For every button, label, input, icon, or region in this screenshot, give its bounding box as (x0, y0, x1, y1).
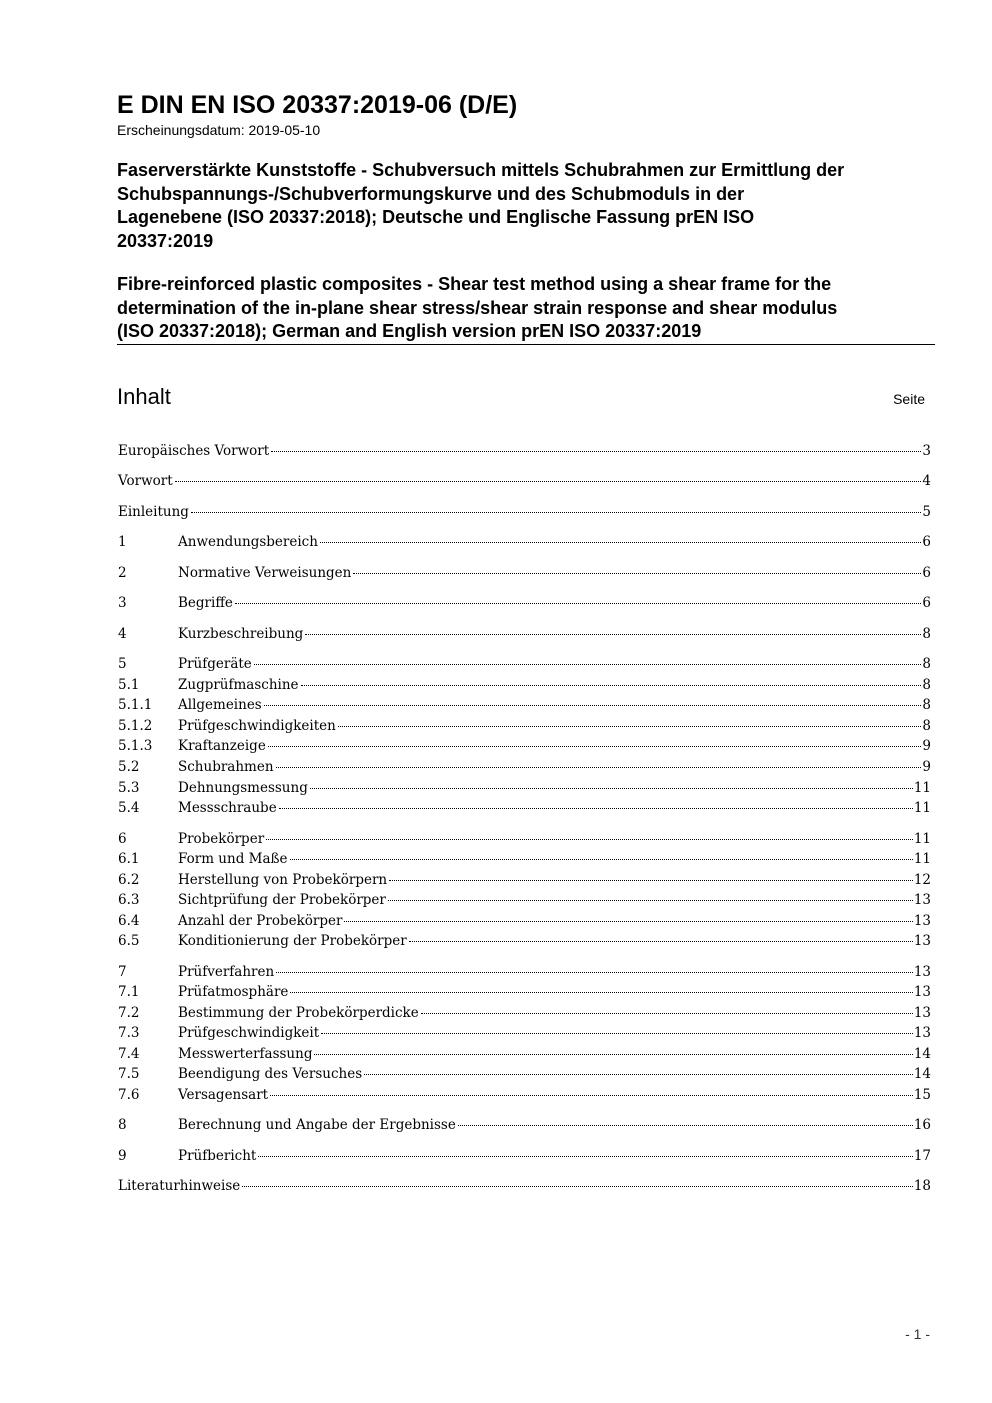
toc-dot-leader (268, 746, 922, 747)
toc-dot-leader (389, 880, 913, 881)
toc-entry-number: 7.3 (118, 1025, 140, 1041)
toc-entry-number: 7.4 (118, 1046, 140, 1062)
toc-dot-leader (271, 451, 921, 452)
toc-entry-title: Europäisches Vorwort (118, 443, 270, 459)
toc-entry-title: Bestimmung der Probekörperdicke (178, 1005, 419, 1021)
toc-entry[interactable] (118, 1115, 931, 1135)
toc-entry-page: 13 (913, 984, 931, 1000)
publication-date: Erscheinungsdatum: 2019-05-10 (117, 122, 321, 138)
toc-dot-leader (242, 1186, 913, 1187)
toc-entry-title: Einleitung (118, 504, 189, 520)
toc-entry-page: 12 (913, 872, 931, 888)
title-english-line: (ISO 20337:2018); German and English version prEN ISO 20337:2019 (117, 321, 702, 341)
toc-entry-page: 11 (913, 851, 931, 867)
toc-entry-title: Versagensart (178, 1087, 269, 1103)
title-english-line: Fibre-reinforced plastic composites - Shear test method using a shear frame for the (117, 274, 832, 294)
toc-entry-number: 5.1.2 (118, 718, 153, 734)
toc-entry-page: 13 (913, 892, 931, 908)
toc-entry-number: 6.3 (118, 892, 140, 908)
toc-entry[interactable] (118, 1064, 931, 1084)
toc-entry-number: 5.1 (118, 677, 140, 693)
toc-dot-leader (301, 685, 922, 686)
toc-entry-page: 13 (913, 1005, 931, 1021)
toc-entry-page: 5 (922, 504, 931, 520)
toc-dot-leader (264, 705, 922, 706)
toc-entry-title: Literaturhinweise (118, 1178, 241, 1194)
toc-dot-leader (353, 573, 921, 574)
toc-entry-title: Sichtprüfung der Probekörper (178, 892, 386, 908)
toc-entry-page: 8 (922, 656, 931, 672)
toc-entry-page: 11 (913, 800, 931, 816)
toc-entry[interactable] (118, 654, 931, 674)
toc-entry[interactable] (118, 1085, 931, 1105)
toc-entry[interactable] (118, 870, 931, 890)
toc-entry-page: 8 (922, 626, 931, 642)
toc-entry[interactable] (118, 829, 931, 849)
toc-entry-page: 16 (913, 1117, 931, 1133)
toc-dot-leader (270, 1095, 913, 1096)
toc-dot-leader (338, 726, 922, 727)
toc-heading: Inhalt (117, 384, 171, 409)
title-german-line: Faserverstärkte Kunststoffe - Schubversuch mittels Schubrahmen zur Ermittlung der (117, 160, 845, 180)
toc-dot-leader (421, 1013, 913, 1014)
toc-entry-title: Prüfbericht (178, 1148, 257, 1164)
toc-entry[interactable] (118, 849, 931, 869)
toc-entry[interactable] (118, 695, 931, 715)
toc-dot-leader (388, 900, 913, 901)
toc-dot-leader (290, 859, 913, 860)
toc-dot-leader (305, 634, 921, 635)
toc-entry[interactable] (118, 982, 931, 1002)
toc-entry-page: 9 (922, 738, 931, 754)
toc-entry-page: 13 (913, 933, 931, 949)
toc-entry[interactable] (118, 962, 931, 982)
toc-entry-page: 3 (922, 443, 931, 459)
toc-entry-number: 7.2 (118, 1005, 140, 1021)
title-english (117, 273, 937, 344)
toc-dot-leader (254, 664, 922, 665)
title-german-line: 20337:2019 (117, 230, 214, 251)
toc-dot-leader (364, 1074, 913, 1075)
toc-entry-page: 4 (922, 473, 931, 489)
toc-entry-number: 5.4 (118, 800, 140, 816)
toc-entry-title: Berechnung und Angabe der Ergebnisse (178, 1117, 456, 1133)
toc-entry[interactable] (118, 1023, 931, 1043)
toc-entry-page: 6 (922, 534, 931, 550)
toc-dot-leader (321, 1033, 913, 1034)
toc-entry-page: 9 (922, 759, 931, 775)
toc-entry[interactable] (118, 911, 931, 931)
toc-entry-title: Schubrahmen (178, 759, 274, 775)
toc-entry[interactable] (118, 1146, 931, 1166)
toc-entry[interactable] (118, 716, 931, 736)
toc-dot-leader (320, 542, 921, 543)
toc-entry-title: Herstellung von Probekörpern (178, 872, 388, 888)
toc-dot-leader (276, 972, 913, 973)
toc-entry-title: Prüfatmosphäre (178, 984, 289, 1000)
toc-entry-title: Prüfgeräte (178, 656, 252, 672)
toc-entry-number: 3 (118, 595, 127, 611)
toc-entry-page: 18 (913, 1178, 931, 1194)
toc-entry-number: 5.1.3 (118, 738, 153, 754)
toc-entry-title: Beendigung des Versuches (178, 1066, 363, 1082)
toc-dot-leader (344, 921, 912, 922)
toc-entry[interactable] (118, 563, 931, 583)
toc-entry-title: Vorwort (118, 473, 173, 489)
toc-entry-number: 6.2 (118, 872, 140, 888)
toc-dot-leader (314, 1054, 912, 1055)
toc-entry-title: Begriffe (178, 595, 233, 611)
toc-entry-title: Prüfgeschwindigkeiten (178, 718, 336, 734)
title-divider (117, 344, 935, 345)
toc-entry-page: 17 (913, 1148, 931, 1164)
toc-entry-page: 13 (913, 913, 931, 929)
toc-dot-leader (266, 839, 913, 840)
toc-entry-title: Prüfgeschwindigkeit (178, 1025, 320, 1041)
toc-entry[interactable] (118, 798, 931, 818)
toc-entry-number: 5 (118, 656, 127, 672)
toc-entry-number: 6 (118, 831, 127, 847)
toc-entry-page: 15 (913, 1087, 931, 1103)
toc-entry[interactable] (118, 1044, 931, 1064)
toc-entry-number: 2 (118, 565, 127, 581)
toc-entry-number: 7.1 (118, 984, 140, 1000)
toc-entry-title: Kurzbeschreibung (178, 626, 304, 642)
toc-entry-number: 5.1.1 (118, 697, 153, 713)
toc-entry-page: 13 (913, 964, 931, 980)
toc-entry-title: Anzahl der Probekörper (178, 913, 343, 929)
toc-entry-page: 14 (913, 1046, 931, 1062)
toc-entry-page: 6 (922, 595, 931, 611)
toc-dot-leader (310, 788, 913, 789)
toc-dot-leader (290, 992, 912, 993)
toc-entry[interactable] (118, 593, 931, 613)
toc-dot-leader (175, 481, 922, 482)
toc-entry[interactable] (118, 675, 931, 695)
title-german (117, 159, 937, 253)
toc-entry-number: 7.6 (118, 1087, 140, 1103)
toc-dot-leader (458, 1125, 913, 1126)
toc-entry-title: Kraftanzeige (178, 738, 266, 754)
toc-entry-page: 14 (913, 1066, 931, 1082)
toc-page-label: Seite (893, 391, 925, 407)
toc-entry[interactable] (118, 931, 931, 951)
document-id: E DIN EN ISO 20337:2019-06 (D/E) (117, 91, 518, 119)
toc-entry-title: Zugprüfmaschine (178, 677, 299, 693)
toc-entry[interactable] (118, 1176, 931, 1196)
toc-entry-title: Prüfverfahren (178, 964, 275, 980)
toc-entry-page: 8 (922, 718, 931, 734)
toc-entry-page: 11 (913, 780, 931, 796)
toc-entry-title: Messwerterfassung (178, 1046, 313, 1062)
toc-dot-leader (409, 941, 913, 942)
toc-entry-number: 8 (118, 1117, 127, 1133)
toc-dot-leader (258, 1156, 913, 1157)
toc-entry-title: Konditionierung der Probekörper (178, 933, 407, 949)
toc-entry-number: 7 (118, 964, 127, 980)
toc-entry[interactable] (118, 736, 931, 756)
toc-entry-page: 6 (922, 565, 931, 581)
toc-entry-page: 8 (922, 677, 931, 693)
toc-entry-page: 13 (913, 1025, 931, 1041)
toc-entry[interactable] (118, 502, 931, 522)
toc-entry-title: Probekörper (178, 831, 265, 847)
toc-entry[interactable] (118, 441, 931, 461)
title-german-line: Schubspannungs-/Schubverformungskurve und des Schubmoduls in der (117, 183, 745, 204)
footer-page-number: - 1 - (905, 1326, 930, 1342)
toc-entry-number: 6.4 (118, 913, 140, 929)
toc-entry-number: 9 (118, 1148, 127, 1164)
toc-entry-page: 8 (922, 697, 931, 713)
toc-dot-leader (279, 808, 913, 809)
toc-entry-number: 1 (118, 534, 127, 550)
title-german-line: Lagenebene (ISO 20337:2018); Deutsche und Englische Fassung prEN ISO (117, 207, 755, 227)
toc-entry-title: Anwendungsbereich (178, 534, 318, 550)
toc-entry-number: 6.1 (118, 851, 140, 867)
toc-dot-leader (276, 767, 922, 768)
toc-entry-page: 11 (913, 831, 931, 847)
toc-entry[interactable] (118, 778, 931, 798)
toc-entry-title: Normative Verweisungen (178, 565, 352, 581)
toc-entry[interactable] (118, 757, 931, 777)
toc-dot-leader (235, 603, 922, 604)
toc-entry-title: Allgemeines (178, 697, 262, 713)
toc-entry[interactable] (118, 624, 931, 644)
toc-entry[interactable] (118, 1003, 931, 1023)
toc-entry-number: 4 (118, 626, 127, 642)
toc-entry-title: Dehnungsmessung (178, 780, 308, 796)
toc-entry-title: Messschraube (178, 800, 277, 816)
title-english-line: determination of the in-plane shear stress/shear strain response and shear modulus (117, 297, 838, 318)
toc-entry-title: Form und Maße (178, 851, 288, 867)
toc-entry[interactable] (118, 890, 931, 910)
toc-dot-leader (191, 512, 921, 513)
toc-entry[interactable] (118, 471, 931, 491)
toc-entry-number: 6.5 (118, 933, 140, 949)
toc-entry[interactable] (118, 532, 931, 552)
toc-entry-number: 7.5 (118, 1066, 140, 1082)
toc-entry-number: 5.2 (118, 759, 140, 775)
toc-entry-number: 5.3 (118, 780, 140, 796)
